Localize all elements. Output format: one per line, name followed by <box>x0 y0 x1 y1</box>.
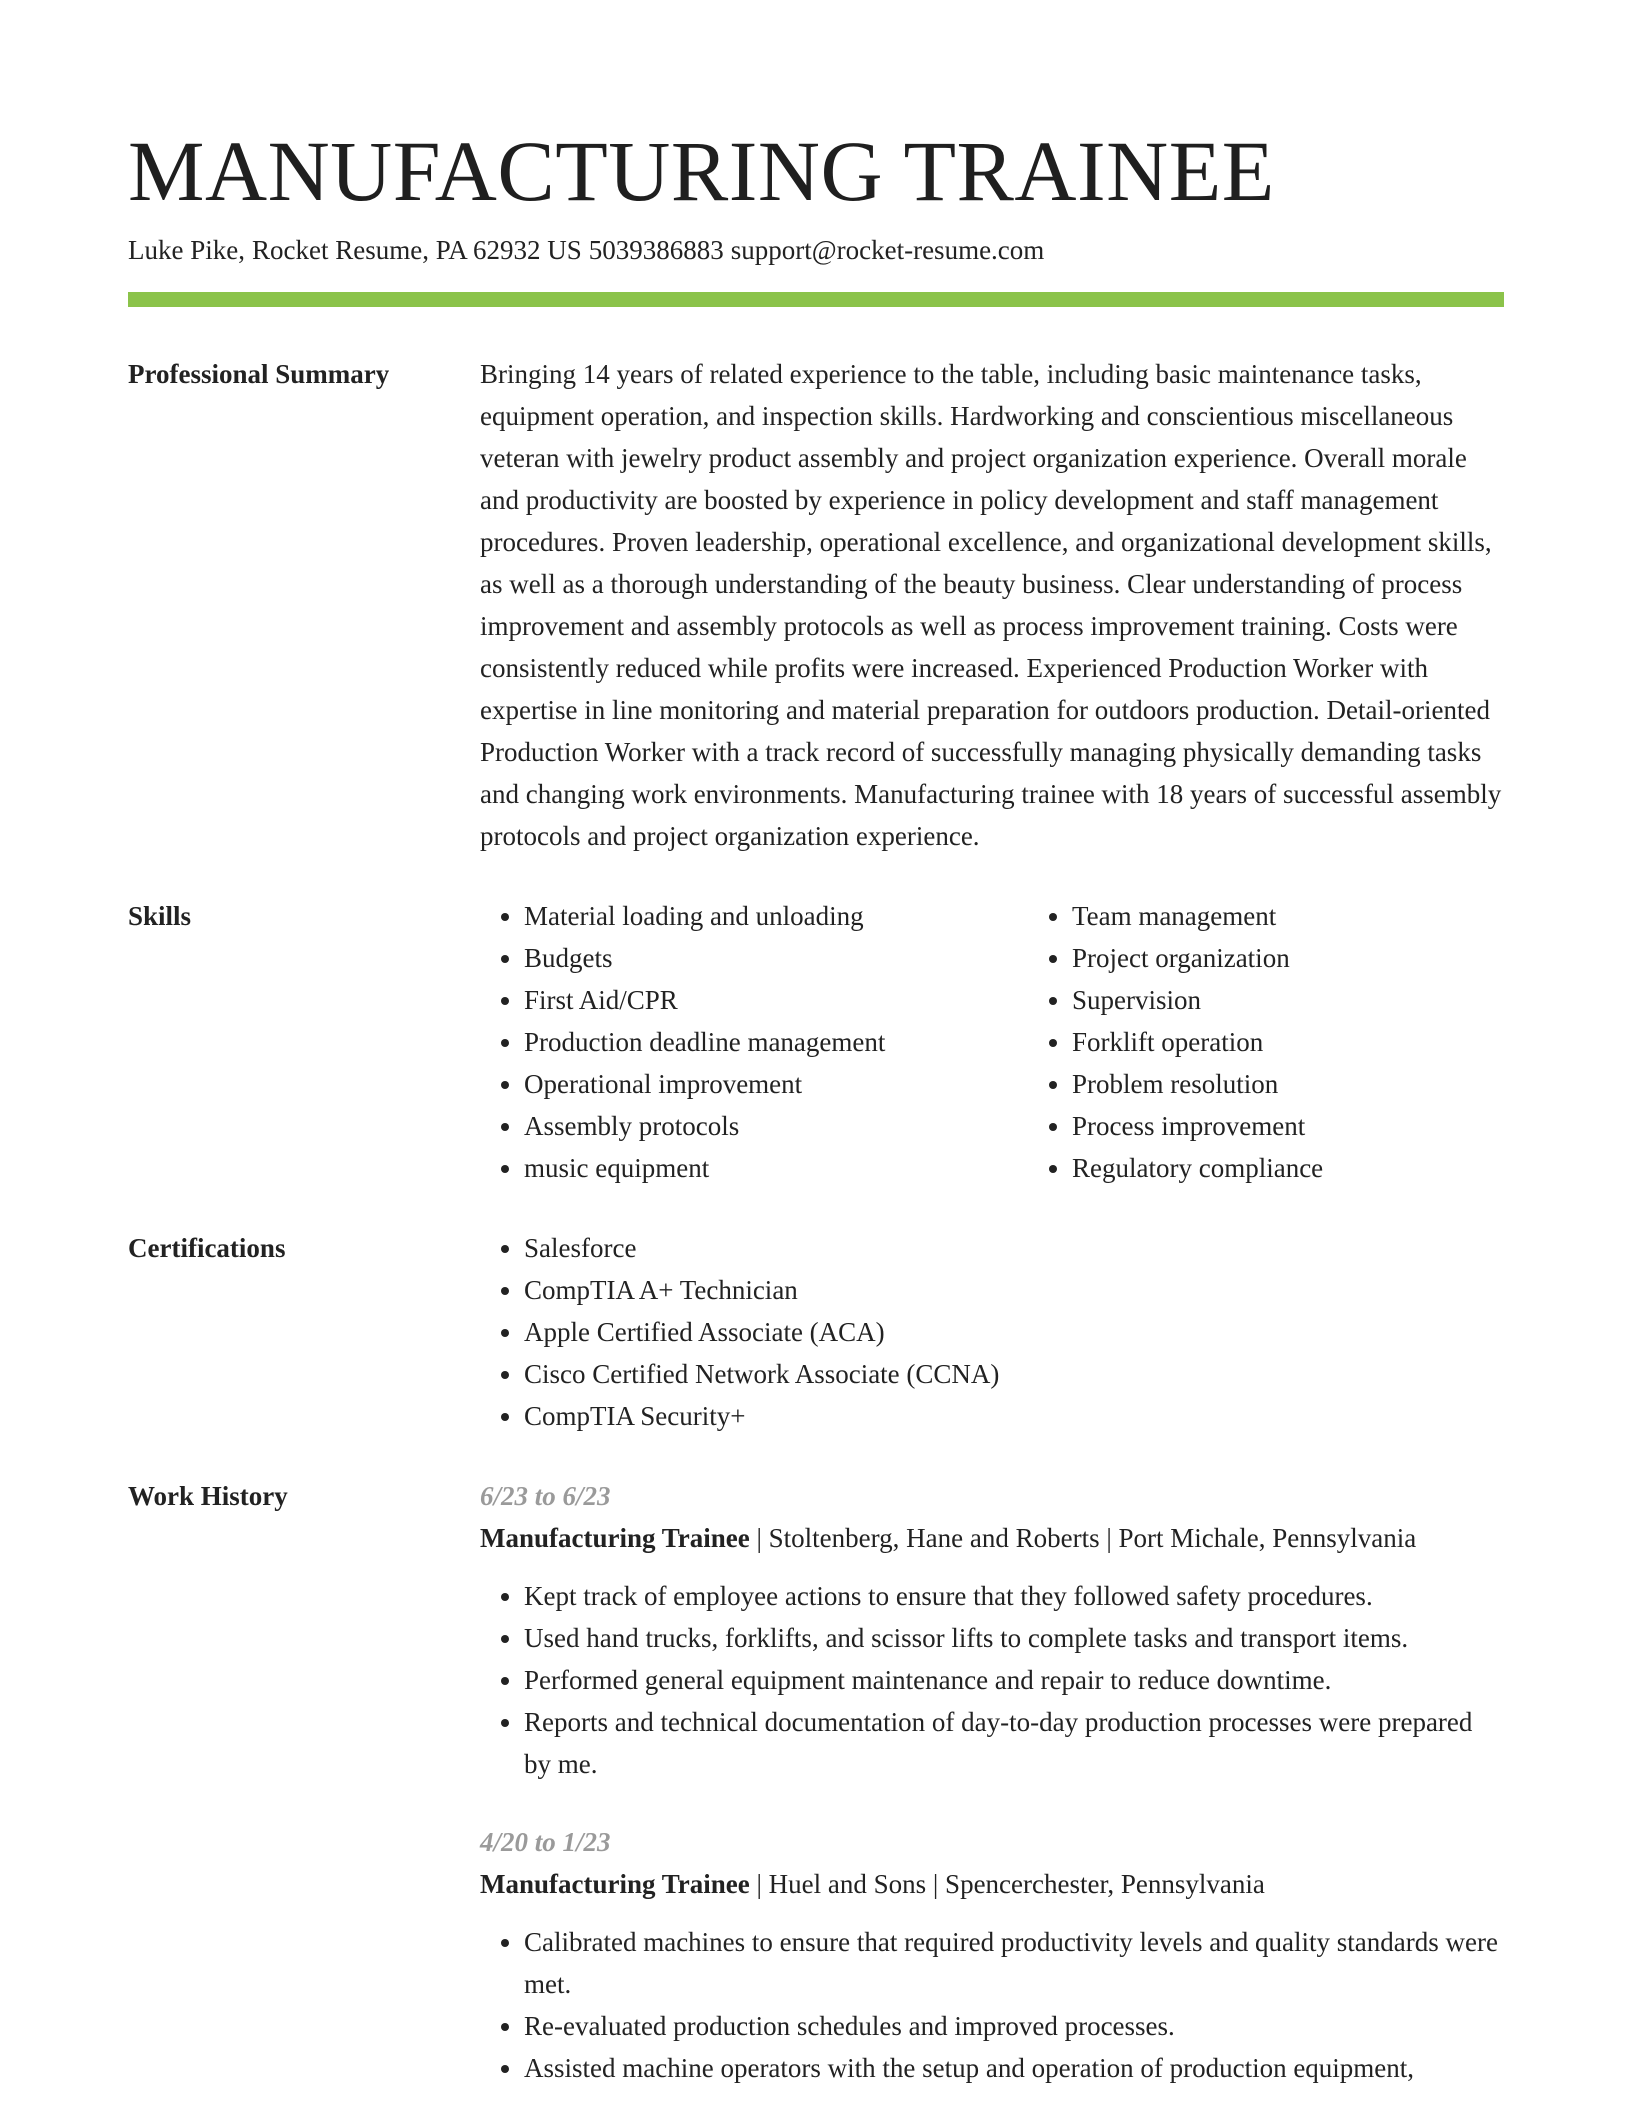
skill-item: • First Aid/CPR <box>524 979 1028 1021</box>
job-duty: • Calibrated machines to ensure that required productivity levels and quality standards were met. <box>524 1921 1504 2005</box>
job-duties-list <box>480 1575 1504 1785</box>
job-title: Manufacturing Trainee <box>480 1869 750 1899</box>
job-duty: • Used hand trucks, forklifts, and scissor lifts to complete tasks and transport items. <box>524 1617 1504 1659</box>
skill-item: • Assembly protocols <box>524 1105 1028 1147</box>
skill-item: • music equipment <box>524 1147 1028 1189</box>
certifications-section <box>128 1227 1504 1437</box>
skill-item: • Problem resolution <box>1072 1063 1576 1105</box>
certification-item: • Apple Certified Associate (ACA) <box>524 1311 1504 1353</box>
job-duty: • Performed general equipment maintenance and repair to reduce downtime. <box>524 1659 1504 1701</box>
job-entry <box>480 1821 1504 2089</box>
job-title: Manufacturing Trainee <box>480 1523 750 1553</box>
section-label-skills: Skills <box>128 901 192 931</box>
certification-item: • CompTIA Security+ <box>524 1395 1504 1437</box>
skills-list-right <box>1028 895 1576 1189</box>
skills-list-left <box>480 895 1028 1189</box>
skill-item: • Process improvement <box>1072 1105 1576 1147</box>
contact-email[interactable]: support@rocket-resume.com <box>730 235 1045 265</box>
job-duty: • Re-evaluated production schedules and improved processes. <box>524 2005 1504 2047</box>
job-heading <box>480 1517 1504 1559</box>
skills-section <box>128 895 1504 1189</box>
certification-item: • Cisco Certified Network Associate (CCNA) <box>524 1353 1504 1395</box>
job-dates: 4/20 to 1/23 <box>480 1827 611 1857</box>
section-label-work-history: Work History <box>128 1481 288 1511</box>
section-label-certifications: Certifications <box>128 1233 286 1263</box>
contact-name: Luke Pike, <box>128 235 245 265</box>
job-entry <box>480 1475 1504 1785</box>
section-label-summary: Professional Summary <box>128 359 390 389</box>
skill-item: • Budgets <box>524 937 1028 979</box>
job-employer-location: | Stoltenberg, Hane and Roberts | Port Michale, Pennsylvania <box>756 1523 1417 1553</box>
job-employer-location: | Huel and Sons | Spencerchester, Pennsylvania <box>756 1869 1265 1899</box>
summary-section <box>128 353 1504 857</box>
contact-line <box>128 232 1504 268</box>
work-history-section <box>128 1475 1504 2089</box>
skill-item: • Production deadline management <box>524 1021 1028 1063</box>
certification-item: • CompTIA A+ Technician <box>524 1269 1504 1311</box>
job-duty: • Reports and technical documentation of day-to-day production processes were prepared by me. <box>524 1701 1504 1785</box>
job-duty: • Kept track of employee actions to ensure that they followed safety procedures. <box>524 1575 1504 1617</box>
contact-phone: 5039386883 <box>588 235 724 265</box>
accent-divider <box>128 292 1504 307</box>
resume-page <box>128 0 1504 2089</box>
skill-item: • Supervision <box>1072 979 1576 1021</box>
skill-item: • Material loading and unloading <box>524 895 1028 937</box>
job-heading <box>480 1863 1504 1905</box>
contact-address: Rocket Resume, PA 62932 US <box>251 235 582 265</box>
resume-title: MANUFACTURING TRAINEE <box>128 123 1275 219</box>
certification-item: • Salesforce <box>524 1227 1504 1269</box>
skill-item: • Operational improvement <box>524 1063 1028 1105</box>
job-duties-list <box>480 1921 1504 2089</box>
certifications-list <box>480 1227 1504 1437</box>
job-dates: 6/23 to 6/23 <box>480 1481 611 1511</box>
summary-text: Bringing 14 years of related experience to the table, including basic maintenance tasks, equipment operation, and inspection skills. Hardworking and conscientious miscellaneous veteran with jewelry product assembly and project organization experience. Overall morale and productivity are boosted by experience in policy development and staff management procedures. Proven leadership, operational excellence, and organizational development skills, as well as a thorough understanding of the beauty business. Clear understanding of process improvement and assembly protocols as well as process improvement training. Costs were consistently reduced while profits were increased. Experienced Production Worker with expertise in line monitoring and material preparation for outdoors production. Detail-oriented Production Worker with a track record of successfully managing physically demanding tasks and changing work environments. Manufacturing trainee with 18 years of successful assembly protocols and project organization experience. <box>480 359 1502 851</box>
skill-item: • Forklift operation <box>1072 1021 1576 1063</box>
skill-item: • Team management <box>1072 895 1576 937</box>
skill-item: • Regulatory compliance <box>1072 1147 1576 1189</box>
skill-item: • Project organization <box>1072 937 1576 979</box>
job-duty: • Assisted machine operators with the setup and operation of production equipment, <box>524 2047 1504 2089</box>
